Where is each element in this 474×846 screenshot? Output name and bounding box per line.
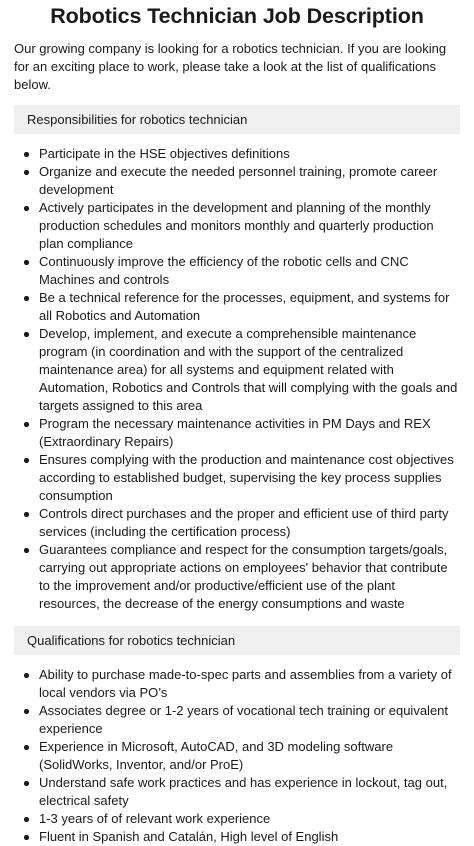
responsibilities-heading: Responsibilities for robotics technician xyxy=(14,105,460,134)
qualifications-heading: Qualifications for robotics technician xyxy=(14,626,460,655)
list-item: Continuously improve the efficiency of the robotic cells and CNC Machines and controls xyxy=(39,253,460,289)
list-item: Understand safe work practices and has experience in lockout, tag out, electrical safety xyxy=(39,774,460,810)
list-item: Guarantees compliance and respect for the consumption targets/goals, carrying out appropriate actions on employees' behavior that contribute to the improvement and/or productive/efficient use of the plant resources, the decrease of the energy consumptions and waste xyxy=(39,541,460,613)
list-item: Ensures complying with the production and maintenance cost objectives according to established budget, supervising the key process supplies consumption xyxy=(39,451,460,505)
qualifications-list xyxy=(14,666,460,846)
list-item: Program the necessary maintenance activities in PM Days and REX (Extraordinary Repairs) xyxy=(39,415,460,451)
list-item: Associates degree or 1-2 years of vocational tech training or equivalent experience xyxy=(39,702,460,738)
list-item: Controls direct purchases and the proper and efficient use of third party services (including the certification process) xyxy=(39,505,460,541)
list-item: 1-3 years of of relevant work experience xyxy=(39,810,460,828)
responsibilities-list xyxy=(14,145,460,613)
list-item: Actively participates in the development and planning of the monthly production schedules and monitors monthly and quarterly production plan compliance xyxy=(39,199,460,253)
list-item: Participate in the HSE objectives definitions xyxy=(39,145,460,163)
list-item: Organize and execute the needed personnel training, promote career development xyxy=(39,163,460,199)
list-item: Experience in Microsoft, AutoCAD, and 3D modeling software (SolidWorks, Inventor, and/or ProE) xyxy=(39,738,460,774)
list-item: Ability to purchase made-to-spec parts and assemblies from a variety of local vendors via PO’s xyxy=(39,666,460,702)
list-item: Develop, implement, and execute a comprehensible maintenance program (in coordination and with the support of the centralized maintenance area) for all systems and equipment related with Automation, Robotics and Controls that will complying with the goals and targets assigned to this area xyxy=(39,325,460,415)
list-item: Fluent in Spanish and Catalán, High level of English xyxy=(39,828,460,846)
intro-paragraph: Our growing company is looking for a robotics technician. If you are looking for an exciting place to work, please take a look at the list of qualifications below. xyxy=(14,41,447,92)
page-title: Robotics Technician Job Description xyxy=(50,4,424,28)
list-item: Be a technical reference for the processes, equipment, and systems for all Robotics and Automation xyxy=(39,289,460,325)
